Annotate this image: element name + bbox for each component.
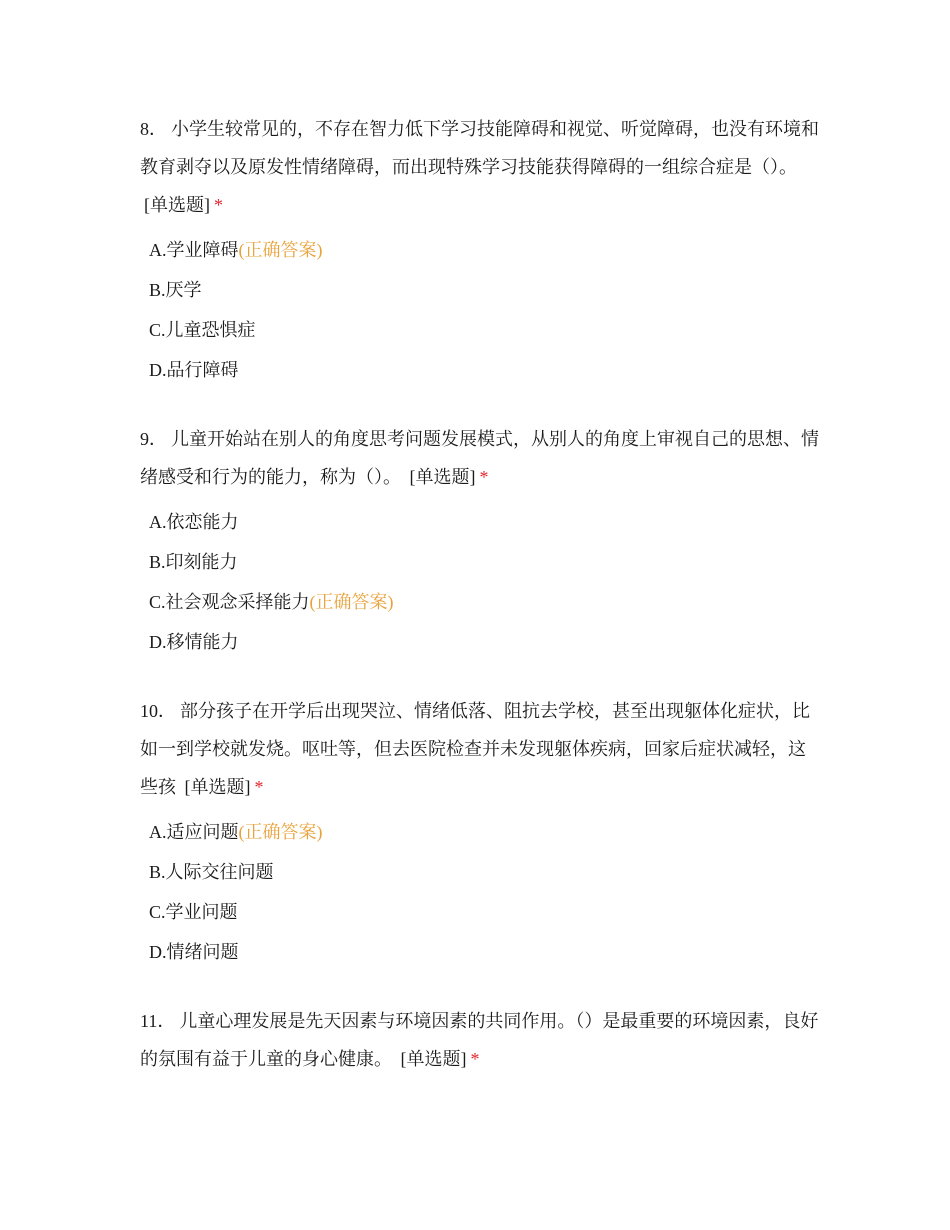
question-10 [140, 692, 820, 972]
required-mark: * [479, 467, 489, 487]
option-label: D.品行障碍 [149, 360, 239, 380]
option-label: D.情绪问题 [149, 942, 239, 962]
question-title [140, 692, 820, 806]
option-b[interactable] [149, 542, 820, 582]
option-a[interactable] [149, 502, 820, 542]
option-d[interactable] [149, 622, 820, 662]
option-c[interactable] [149, 892, 820, 932]
option-c[interactable] [149, 582, 820, 622]
question-number: 10． [140, 701, 176, 721]
question-type: [单选题] [409, 467, 476, 487]
correct-answer-tag: (正确答案) [238, 240, 323, 260]
correct-answer-tag: (正确答案) [238, 822, 323, 842]
option-b[interactable] [149, 852, 820, 892]
correct-answer-tag: (正确答案) [309, 592, 394, 612]
option-label: A.适应问题 [149, 822, 239, 842]
question-8 [140, 110, 820, 390]
required-mark: * [470, 1049, 480, 1069]
options-list [140, 812, 820, 972]
quiz-page [140, 110, 820, 1108]
option-label: A.学业障碍 [149, 240, 239, 260]
option-label: B.人际交往问题 [149, 862, 274, 882]
question-number: 11． [140, 1011, 176, 1031]
question-title [140, 1002, 820, 1078]
question-11 [140, 1002, 820, 1078]
question-text: 部分孩子在开学后出现哭泣、情绪低落、阻抗去学校，甚至出现躯体化症状，比如一到学校就发烧。呕吐等，但去医院检查并未发现躯体疾病，回家后症状减轻，这些孩 [140, 701, 810, 797]
question-number: 8． [140, 119, 167, 139]
option-b[interactable] [149, 270, 820, 310]
option-a[interactable] [149, 230, 820, 270]
question-type: [单选题] [184, 777, 251, 797]
options-list [140, 230, 820, 390]
option-label: C.学业问题 [149, 902, 238, 922]
question-title [140, 110, 820, 224]
option-label: B.印刻能力 [149, 552, 238, 572]
question-text: 儿童开始站在别人的角度思考问题发展模式，从别人的角度上审视自己的思想、情绪感受和行为的能力，称为（）。 [140, 429, 819, 487]
question-type: [单选题] [400, 1049, 467, 1069]
option-label: D.移情能力 [149, 632, 239, 652]
question-number: 9． [140, 429, 167, 449]
option-d[interactable] [149, 932, 820, 972]
option-a[interactable] [149, 812, 820, 852]
required-mark: * [214, 195, 223, 215]
question-9 [140, 420, 820, 662]
options-list [140, 502, 820, 662]
question-text: 小学生较常见的，不存在智力低下学习技能障碍和视觉、听觉障碍，也没有环境和教育剥夺以及原发性情绪障碍，而出现特殊学习技能获得障碍的一组综合症是（）。 [140, 119, 819, 177]
option-label: A.依恋能力 [149, 512, 239, 532]
question-text: 儿童心理发展是先天因素与环境因素的共同作用。（）是最重要的环境因素，良好的氛围有益于儿童的身心健康。 [140, 1011, 819, 1069]
question-type: [单选题] [144, 195, 210, 215]
option-d[interactable] [149, 350, 820, 390]
required-mark: * [254, 777, 264, 797]
option-label: B.厌学 [149, 280, 202, 300]
option-label: C.社会观念采择能力 [149, 592, 310, 612]
option-c[interactable] [149, 310, 820, 350]
option-label: C.儿童恐惧症 [149, 320, 256, 340]
question-title [140, 420, 820, 496]
